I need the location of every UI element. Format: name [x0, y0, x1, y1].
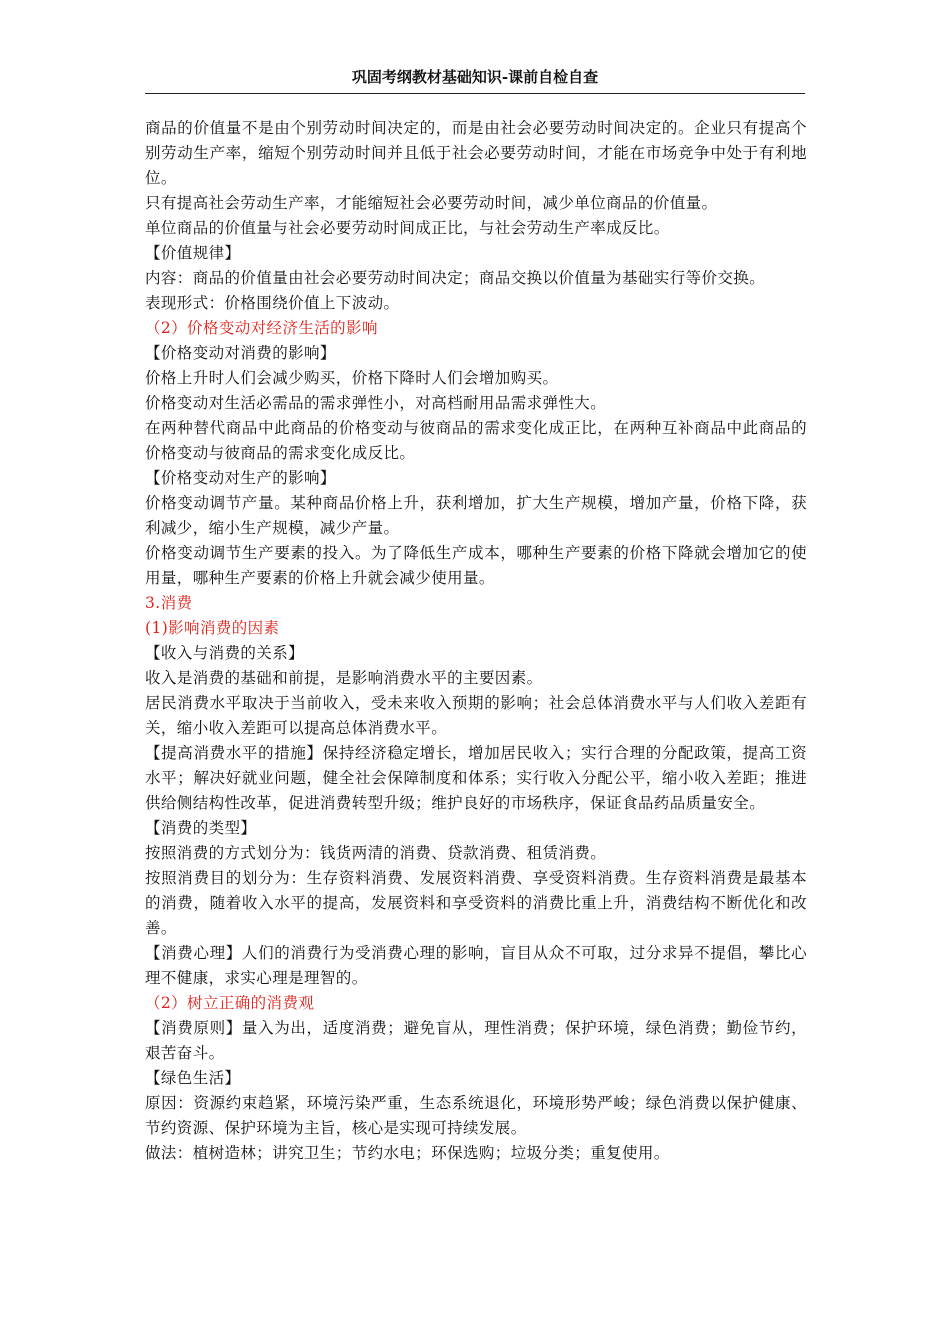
paragraph: 价格上升时人们会减少购买，价格下降时人们会增加购买。 [145, 369, 559, 387]
paragraph: 在两种替代商品中此商品的价格变动与彼商品的需求变化成正比，在两种互补商品中此商品的价格变动与彼商品的需求变化成反比。 [145, 419, 807, 462]
page-header-title: 巩固考纲教材基础知识-课前自检自查 [351, 68, 599, 86]
subheading-correct-consumption: （2）树立正确的消费观 [145, 994, 315, 1012]
paragraph: 价格变动调节生产要素的投入。为了降低生产成本，哪种生产要素的价格下降就会增加它的使用量，哪种生产要素的价格上升就会减少使用量。 [145, 544, 807, 587]
paragraph: 居民消费水平取决于当前收入，受未来收入预期的影响；社会总体消费水平与人们收入差距有关，缩小收入差距可以提高总体消费水平。 [145, 694, 807, 737]
heading-consumption: 3.消费 [145, 594, 193, 612]
section-label-price-consumption: 【价格变动对消费的影响】 [145, 344, 336, 362]
paragraph: 按照消费目的划分为：生存资料消费、发展资料消费、享受资料消费。生存资料消费是最基本的消费，随着收入水平的提高，发展资料和享受资料的消费比重上升，消费结构不断优化和改善。 [145, 869, 807, 937]
paragraph: 内容：商品的价值量由社会必要劳动时间决定；商品交换以价值量为基础实行等价交换。 [145, 269, 766, 287]
paragraph: 商品的价值量不是由个别劳动时间决定的，而是由社会必要劳动时间决定的。企业只有提高个别劳动生产率，缩短个别劳动时间并且低于社会必要劳动时间，才能在市场竞争中处于有利地位。 [145, 119, 807, 187]
paragraph: 单位商品的价值量与社会必要劳动时间成正比，与社会劳动生产率成反比。 [145, 219, 670, 237]
paragraph: 【提高消费水平的措施】保持经济稳定增长，增加居民收入；实行合理的分配政策，提高工资水平；解决好就业问题，健全社会保障制度和体系；实行收入分配公平，缩小收入差距；推进供给侧结构性改革，促进消费转型升级；维护良好的市场秩序，保证食品药品质量安全。 [145, 744, 807, 812]
section-label-price-production: 【价格变动对生产的影响】 [145, 469, 336, 487]
header-divider [145, 93, 805, 94]
section-label-income-consumption: 【收入与消费的关系】 [145, 644, 305, 662]
paragraph: 【消费心理】人们的消费行为受消费心理的影响，盲目从众不可取，过分求异不提倡，攀比心理不健康，求实心理是理智的。 [145, 944, 807, 987]
paragraph: 做法：植树造林；讲究卫生；节约水电；环保选购；垃圾分类；重复使用。 [145, 1144, 670, 1162]
section-label-value-law: 【价值规律】 [145, 244, 241, 262]
paragraph: 原因：资源约束趋紧，环境污染严重，生态系统退化，环境形势严峻；绿色消费以保护健康、节约资源、保护环境为主旨，核心是实现可持续发展。 [145, 1094, 807, 1137]
subheading-price-change: （2）价格变动对经济生活的影响 [145, 319, 378, 337]
document-body [145, 116, 807, 1166]
paragraph: 收入是消费的基础和前提，是影响消费水平的主要因素。 [145, 669, 543, 687]
paragraph: 【消费原则】量入为出，适度消费；避免盲从，理性消费；保护环境，绿色消费；勤俭节约，艰苦奋斗。 [145, 1019, 807, 1062]
section-label-consumption-types: 【消费的类型】 [145, 819, 257, 837]
paragraph: 价格变动对生活必需品的需求弹性小，对高档耐用品需求弹性大。 [145, 394, 607, 412]
paragraph: 只有提高社会劳动生产率，才能缩短社会必要劳动时间，减少单位商品的价值量。 [145, 194, 718, 212]
subheading-consumption-factors: (1)影响消费的因素 [145, 619, 280, 637]
paragraph: 按照消费的方式划分为：钱货两清的消费、贷款消费、租赁消费。 [145, 844, 607, 862]
paragraph: 价格变动调节产量。某种商品价格上升，获利增加，扩大生产规模，增加产量，价格下降，获利减少，缩小生产规模，减少产量。 [145, 494, 807, 537]
section-label-green-life: 【绿色生活】 [145, 1069, 241, 1087]
paragraph: 表现形式：价格围绕价值上下波动。 [145, 294, 400, 312]
